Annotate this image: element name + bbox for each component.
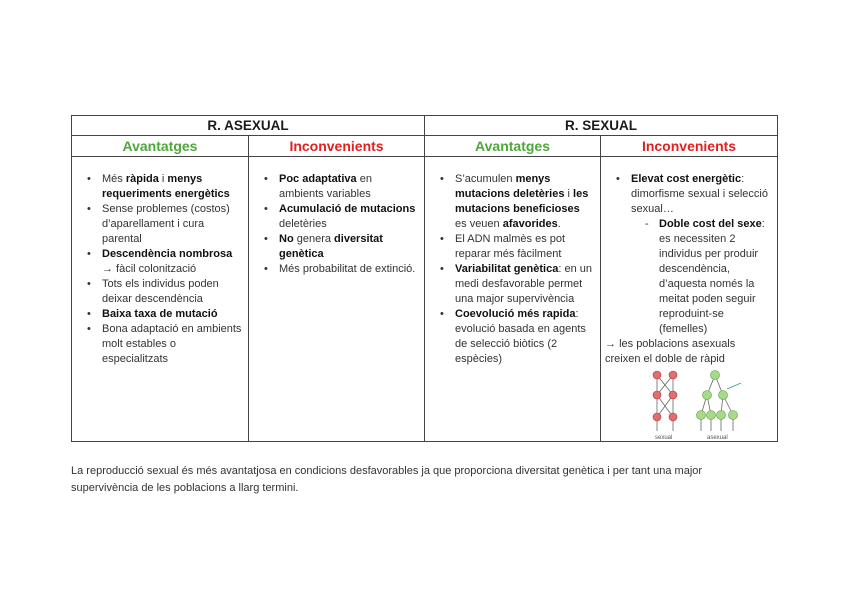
asexual-header: R. ASEXUAL bbox=[72, 116, 425, 136]
sexual-avantatges-header: Avantatges bbox=[425, 136, 601, 157]
list-item: • S’acumulen menys mutacions deletèries i les mutacions beneficioses es veuen afavorides. bbox=[425, 172, 594, 232]
growth-note: → les poblacions asexuals creixen el doble de ràpid bbox=[605, 338, 736, 365]
list-item: • Coevolució més rapida: evolució basada en agents de selecció biòtics (2 espècies) bbox=[425, 307, 594, 367]
list-item: • Descendència nombrosa → fàcil colonització bbox=[72, 247, 242, 277]
list-item: • Tots els individus poden deixar descendència bbox=[72, 277, 242, 307]
sexual-tree bbox=[657, 375, 673, 431]
list-item: • Baixa taxa de mutació bbox=[72, 307, 242, 322]
asexual-inconvenients-cell bbox=[249, 157, 425, 442]
list-item: • No genera diversitat genètica bbox=[249, 232, 418, 262]
asexual-inconvenients-header: Inconvenients bbox=[249, 136, 425, 157]
list-item: • Sense problemes (costos) d’aparellament i cura parental bbox=[72, 202, 242, 247]
asexual-avantatges-cell bbox=[72, 157, 249, 442]
list-item: • Variabilitat genètica: en un medi desfavorable permet una major supervivència bbox=[425, 262, 594, 307]
list-item: • Poc adaptativa en ambients variables bbox=[249, 172, 418, 202]
list-item: • Més ràpida i menys requeriments energètics bbox=[72, 172, 242, 202]
asexual-nodes bbox=[697, 371, 738, 420]
list-item: • Bona adaptació en ambients molt estables o especialitzats bbox=[72, 322, 242, 367]
conclusion-paragraph: La reproducció sexual és més avantatjosa en condicions desfavorables ja que proporciona diversitat genètica i per tant una major supervivència de les poblacions a llarg termini. bbox=[71, 465, 703, 494]
list-item: • Acumulació de mutacions deletèries bbox=[249, 202, 418, 232]
sexual-inconvenients-header: Inconvenients bbox=[601, 136, 778, 157]
list-item: • Elevat cost energètic: dimorfisme sexual i selecció sexual… bbox=[601, 172, 771, 217]
comparison-table bbox=[71, 115, 778, 442]
sexual-avantatges-cell bbox=[425, 157, 601, 442]
list-item: • El ADN malmès es pot reparar més fàcilment bbox=[425, 232, 594, 262]
population-growth-figure bbox=[601, 369, 777, 441]
sexual-inconvenients-cell bbox=[601, 157, 778, 442]
asexual-avantatges-header: Avantatges bbox=[72, 136, 249, 157]
sexual-nodes bbox=[653, 371, 677, 421]
fig-label-asexual: asexual bbox=[707, 435, 728, 441]
sexual-header: R. SEXUAL bbox=[425, 116, 778, 136]
population-tree-diagram bbox=[647, 369, 777, 441]
fig-label-sexual: sexual bbox=[655, 435, 673, 441]
list-item: - Doble cost del sexe: es necessiten 2 individus per produir descendència, d’aquesta només la meitat poden seguir reproduint-se (femelles) bbox=[601, 217, 771, 337]
asexual-tree bbox=[701, 375, 741, 431]
list-item: • Més probabilitat de extinció. bbox=[249, 262, 418, 277]
